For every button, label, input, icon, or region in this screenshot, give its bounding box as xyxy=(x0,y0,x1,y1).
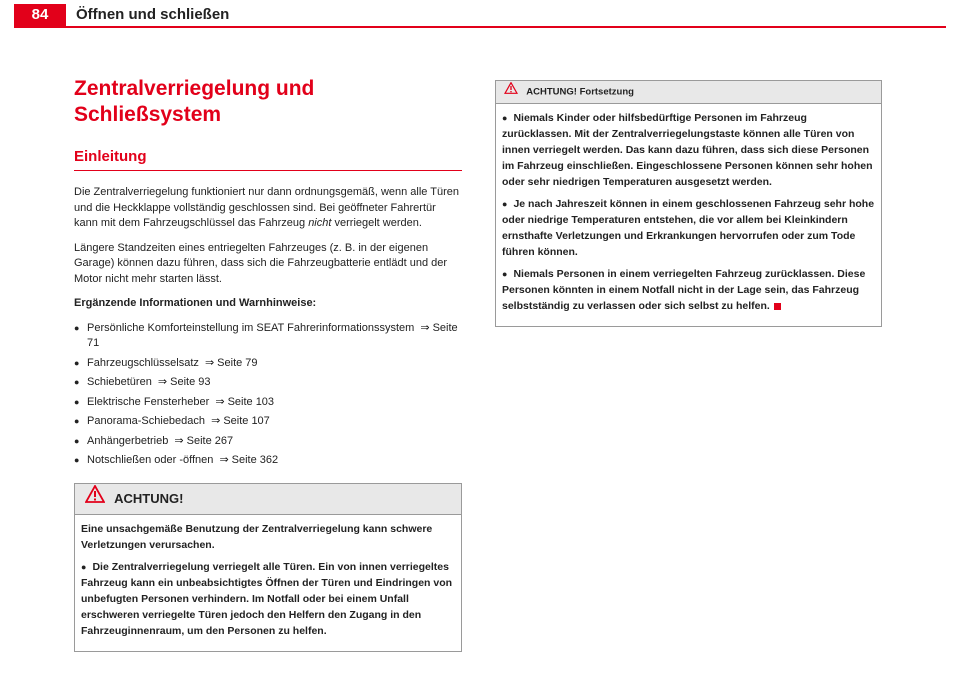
warning-triangle-icon xyxy=(85,484,105,514)
list-item: ● Notschließen oder -öffnen ⇒ Seite 362 xyxy=(74,453,462,469)
list-item: ● Persönliche Komforteinstellung im SEAT Fahrerinformationssystem ⇒ Seite 71 xyxy=(74,321,462,352)
warning-list xyxy=(502,110,875,314)
arrow-icon: ⇒ xyxy=(420,321,430,334)
list-item: ● Panorama-Schiebedach ⇒ Seite 107 xyxy=(74,414,462,430)
warning-title: ACHTUNG! Fortsetzung xyxy=(526,86,634,98)
intro-text: Die Zentralverriegelung funktioniert nur dann ordnungsgemäß, wenn alle Türen und die Heckklappe vollständig geschlossen sind. Bei geöffneter Fahrertür kann mit dem Fahrzeugschlüssel das Fahrzeug xyxy=(74,186,460,229)
arrow-icon: ⇒ xyxy=(215,395,225,408)
list-item: ● Schiebetüren ⇒ Seite 93 xyxy=(74,375,462,391)
warning-list xyxy=(81,559,455,639)
list-item: ● Die Zentralverriegelung verriegelt alle Türen. Ein von innen verriegeltes Fahrzeug kann ein unbeabsichtigtes Öffnen der Türen und Eindringen von unbefugten Personen verhindern. Im Notfall oder bei einem Unfall erschweren verriegelte Türen jedoch den Helfern den Zugang in den Fahrzeuginnenraum, um den Personen zu helfen. xyxy=(81,560,453,637)
page-link[interactable]: Seite 107 xyxy=(223,415,270,427)
list-item: ● Anhängerbetrieb ⇒ Seite 267 xyxy=(74,434,462,450)
end-square-icon xyxy=(774,303,781,310)
intro-paragraph-2: Längere Standzeiten eines entriegelten Fahrzeuges (z. B. in der eigenen Garage) können dazu führen, dass sich die Fahrzeugbatterie entlädt und der Motor nicht mehr starten lässt. xyxy=(74,241,448,285)
header-rule xyxy=(14,26,946,28)
warning-body xyxy=(75,515,461,651)
subtitle-rule xyxy=(74,170,462,171)
page-number: 84 xyxy=(14,4,66,26)
page-header xyxy=(0,0,960,28)
intro-emphasis: nicht xyxy=(308,217,332,229)
warning-header xyxy=(75,484,461,515)
list-item: ● Niemals Personen in einem verriegelten Fahrzeug zurücklassen. Diese Personen könnten in einem Notfall nicht in der Lage sein, das Fahrzeug selbstständig zu verlassen oder sich selbst zu helfen. xyxy=(502,268,866,312)
intro-text-end: verriegelt werden. xyxy=(334,217,422,229)
bullet-icon: ● xyxy=(502,113,508,123)
warning-lead: Eine unsachgemäße Benutzung der Zentralverriegelung kann schwere Verletzungen verursachen. xyxy=(81,522,433,551)
arrow-icon: ⇒ xyxy=(174,434,184,447)
warning-header xyxy=(496,81,881,104)
bullet-icon: ● xyxy=(81,561,87,572)
info-heading: Ergänzende Informationen und Warnhinweise: xyxy=(74,297,317,309)
reference-list xyxy=(74,321,462,469)
arrow-icon: ⇒ xyxy=(211,415,221,427)
warning-triangle-icon xyxy=(504,81,518,103)
right-column xyxy=(495,80,882,327)
page-link[interactable]: Seite 93 xyxy=(170,376,211,388)
arrow-icon: ⇒ xyxy=(204,356,215,369)
section-title: Zentralverriegelung und Schließsystem xyxy=(74,77,315,126)
bullet-icon: ● xyxy=(502,269,508,279)
page-link[interactable]: Seite 103 xyxy=(227,395,275,408)
page-link[interactable]: Seite 267 xyxy=(186,434,234,447)
page-link[interactable]: Seite 71 xyxy=(87,321,458,349)
page-link[interactable]: Seite 79 xyxy=(217,356,258,369)
arrow-icon: ⇒ xyxy=(157,376,168,388)
list-item: ● Niemals Kinder oder hilfsbedürftige Personen im Fahrzeug zurücklassen. Mit der Zentralverriegelungstaste können alle Türen von innen verriegelt werden. Das kann dazu führen, dass sich diese Personen im Fahrzeug einschließen. Eingeschlossene Personen können sehr hohen oder sehr niedrigen Temperaturen ausgesetzt werden. xyxy=(502,112,873,188)
page-link[interactable]: Seite 362 xyxy=(231,454,279,466)
list-item: ● Fahrzeugschlüsselsatz ⇒ Seite 79 xyxy=(74,356,462,372)
section-subtitle: Einleitung xyxy=(74,148,147,165)
list-item: ● Je nach Jahreszeit können in einem geschlossenen Fahrzeug sehr hohe oder niedrige Temperaturen entstehen, die vor allem bei Kleinkindern ernsthafte Verletzungen und Erkrankungen hervorrufen oder zum Tode führen können. xyxy=(502,198,875,258)
warning-box-continued xyxy=(495,80,882,327)
list-item: ● Elektrische Fensterheber ⇒ Seite 103 xyxy=(74,395,462,411)
warning-body xyxy=(496,104,881,326)
bullet-icon: ● xyxy=(502,199,508,209)
warning-box xyxy=(74,483,462,652)
chapter-title: Öffnen und schließen xyxy=(76,6,230,23)
arrow-icon: ⇒ xyxy=(219,454,229,466)
left-column xyxy=(74,76,462,652)
intro-paragraph-1 xyxy=(74,185,462,232)
warning-title: ACHTUNG! xyxy=(114,490,184,506)
